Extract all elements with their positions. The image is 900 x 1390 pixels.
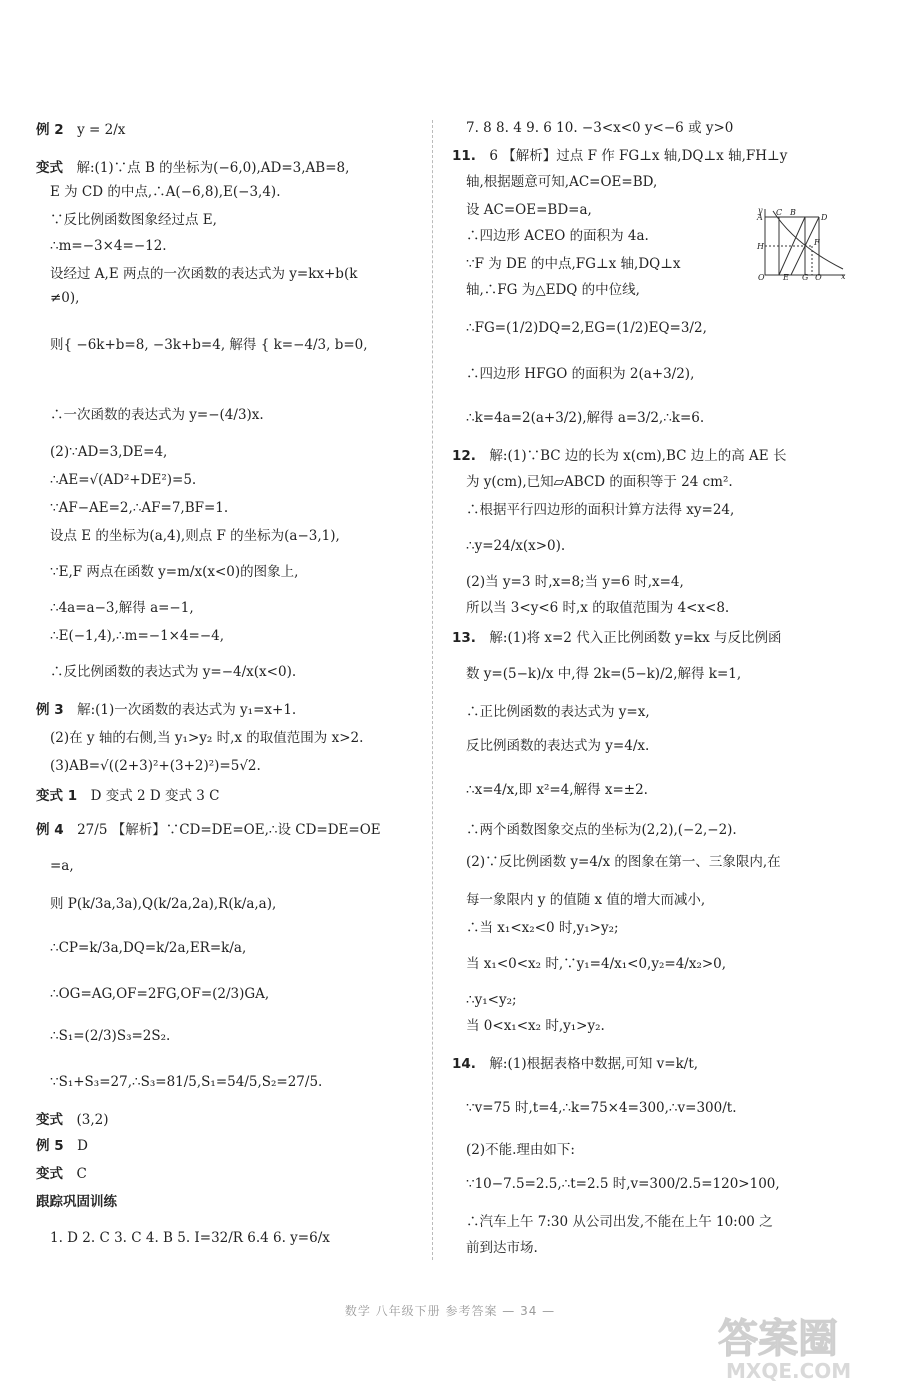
- answer-label: 变式: [36, 1112, 63, 1128]
- fig-label: E: [783, 273, 789, 280]
- answer-line: [50, 1229, 330, 1247]
- answer-text: (2)∵AD=3,DE=4,: [50, 444, 168, 460]
- answer-line: [50, 183, 281, 201]
- answer-text: ∴k=4a=2(a+3/2),解得 a=3/2,∴k=6.: [466, 410, 705, 426]
- answer-line: [50, 563, 298, 581]
- answer-text: ≠0),: [50, 290, 80, 306]
- fig-label: A: [757, 213, 763, 222]
- answer-label: 变式 1: [36, 788, 78, 804]
- problem-11-figure: [755, 205, 850, 280]
- answer-text: 设经过 A,E 两点的一次函数的表达式为 y=kx+b(k: [50, 266, 358, 282]
- answer-line: [50, 729, 363, 747]
- answer-text: ∴m=−3×4=−12.: [50, 238, 167, 254]
- answer-line: [466, 599, 729, 617]
- answer-text: 为 y(cm),已知▱ABCD 的面积等于 24 cm².: [466, 474, 733, 490]
- answer-line: [466, 319, 707, 337]
- answer-text: 反比例函数的表达式为 y=4/x.: [466, 738, 650, 754]
- answer-line: [466, 991, 517, 1009]
- answer-line: [466, 201, 592, 219]
- answer-text: E 为 CD 的中点,∴A(−6,8),E(−3,4).: [50, 184, 281, 200]
- answer-line: [50, 939, 246, 957]
- answer-text: y = 2/x: [77, 122, 126, 138]
- answer-line: [50, 471, 196, 489]
- answer-line: [50, 443, 167, 461]
- answer-line: [50, 211, 217, 229]
- answer-text: (3)AB=√((2+3)²+(3+2)²)=5√2.: [50, 758, 261, 774]
- answer-text: ∴四边形 HFGO 的面积为 2(a+3/2),: [466, 366, 695, 382]
- answer-text: (2)在 y 轴的右侧,当 y₁>y₂ 时,x 的取值范围为 x>2.: [50, 730, 364, 746]
- answer-line: [466, 1213, 773, 1231]
- answer-line: [466, 409, 704, 427]
- answer-text: ∴AE=√(AD²+DE²)=5.: [50, 472, 197, 488]
- answer-label: 例 2: [36, 122, 64, 138]
- answer-line: [466, 821, 737, 839]
- answer-text: 数 y=(5−k)/x 中,得 2k=(5−k)/2,解得 k=1,: [466, 666, 742, 682]
- fig-label: O: [758, 273, 765, 280]
- answer-line: [466, 919, 619, 937]
- answer-text: ∴FG=(1/2)DQ=2,EG=(1/2)EQ=3/2,: [466, 320, 707, 336]
- answer-text: ∴当 x₁<x₂<0 时,y₁>y₂;: [466, 920, 619, 936]
- answer-line: [466, 737, 649, 755]
- fig-label: H: [757, 242, 764, 251]
- answer-label: 例 5: [36, 1138, 64, 1154]
- fig-label: G: [802, 273, 809, 280]
- answer-line: [452, 147, 787, 165]
- fig-label: B: [790, 208, 796, 217]
- answer-line: [50, 857, 74, 875]
- fig-label: F: [814, 238, 820, 247]
- answer-text: 7. 8 8. 4 9. 6 10. −3<x<0 y<−6 或 y>0: [466, 120, 734, 136]
- answer-text: ∴汽车上午 7:30 从公司出发,不能在上午 10:00 之: [466, 1214, 773, 1230]
- fig-label: y: [758, 206, 763, 215]
- answer-line: [466, 173, 657, 191]
- answer-line: [50, 406, 264, 424]
- answer-line: [50, 1073, 322, 1091]
- answer-text: ∴y=24/x(x>0).: [466, 538, 566, 554]
- answer-line: [50, 627, 224, 645]
- answer-text: ∴4a=a−3,解得 a=−1,: [50, 600, 194, 616]
- answer-line: [466, 119, 733, 137]
- answer-line: [50, 499, 228, 517]
- answer-line: [50, 265, 357, 283]
- answer-text: ∴OG=AG,OF=2FG,OF=(2/3)GA,: [50, 986, 270, 1002]
- answer-text: 轴,根据题意可知,AC=OE=BD,: [466, 174, 658, 190]
- answer-text: ∴y₁<y₂;: [466, 992, 517, 1008]
- answer-text: 解:(1)∵BC 边的长为 x(cm),BC 边上的高 AE 长: [489, 448, 787, 464]
- answer-line: [36, 1165, 87, 1183]
- answer-line: [36, 1137, 88, 1155]
- fig-label: Q: [815, 273, 822, 280]
- answer-text: (2)∵反比例函数 y=4/x 的图象在第一、三象限内,在: [466, 854, 781, 870]
- answer-label: 11.: [452, 148, 476, 164]
- answer-line: [50, 289, 79, 307]
- answer-line: [452, 1055, 698, 1073]
- answer-line: [466, 1239, 538, 1257]
- answer-line: [466, 1175, 780, 1193]
- answer-text: 设点 E 的坐标为(a,4),则点 F 的坐标为(a−3,1),: [50, 528, 340, 544]
- answer-text: ∴反比例函数的表达式为 y=−4/x(x<0).: [50, 664, 297, 680]
- answer-text: ∴一次函数的表达式为 y=−(4/3)x.: [50, 407, 264, 423]
- answer-text: 前到达市场.: [466, 1240, 538, 1256]
- answer-text: ∵反比例函数图象经过点 E,: [50, 212, 217, 228]
- answer-text: D 变式 2 D 变式 3 C: [90, 788, 220, 804]
- answer-text: ∴CP=k/3a,DQ=k/2a,ER=k/a,: [50, 940, 247, 956]
- answer-line: [36, 701, 296, 719]
- answer-line: [50, 757, 261, 775]
- answer-line: [466, 891, 705, 909]
- watermark-big: 答案圈: [718, 1316, 838, 1362]
- answer-text: 解:(1)将 x=2 代入正比例函数 y=kx 与反比例函: [489, 630, 782, 646]
- answer-line: [50, 237, 167, 255]
- answer-line: [36, 1193, 131, 1211]
- answer-text: 每一象限内 y 的值随 x 值的增大而减小,: [466, 892, 706, 908]
- answer-line: [50, 1027, 170, 1045]
- answer-line: [36, 121, 125, 139]
- answer-text: ∵v=75 时,t=4,∴k=75×4=300,∴v=300/t.: [466, 1100, 737, 1116]
- answer-text: D: [77, 1138, 88, 1154]
- answer-text: ∴根据平行四边形的面积计算方法得 xy=24,: [466, 502, 735, 518]
- answer-line: [452, 629, 782, 647]
- answer-line: [36, 1111, 109, 1129]
- watermark-small: MXQE.COM: [726, 1359, 852, 1383]
- answer-line: [50, 527, 340, 545]
- watermark-logo: [712, 1308, 894, 1384]
- answer-text: 设 AC=OE=BD=a,: [466, 202, 592, 218]
- answer-line: [466, 1099, 737, 1117]
- answer-text: 当 x₁<0<x₂ 时,∵y₁=4/x₁<0,y₂=4/x₂>0,: [466, 956, 727, 972]
- answer-text: (2)不能.理由如下:: [466, 1142, 575, 1158]
- answer-text: 则{ −6k+b=8, −3k+b=4, 解得 { k=−4/3, b=0,: [50, 337, 368, 353]
- answer-line: [466, 537, 565, 555]
- answer-line: [466, 365, 694, 383]
- answer-text: ∴S₁=(2/3)S₃=2S₂.: [50, 1028, 171, 1044]
- answer-line: [466, 781, 648, 799]
- answer-label: 例 3: [36, 702, 64, 718]
- answer-text: ∴四边形 ACEO 的面积为 4a.: [466, 228, 649, 244]
- answer-label: 14.: [452, 1056, 476, 1072]
- answer-text: C: [76, 1166, 87, 1182]
- answer-label: 变式: [36, 1166, 63, 1182]
- answer-line: [36, 821, 381, 839]
- answer-line: [466, 473, 733, 491]
- answer-line: [50, 599, 194, 617]
- answer-text: 解:(1)根据表格中数据,可知 v=k/t,: [489, 1056, 699, 1072]
- answer-text: 所以当 3<y<6 时,x 的取值范围为 4<x<8.: [466, 600, 730, 616]
- answer-text: ∵S₁+S₃=27,∴S₃=81/5,S₁=54/5,S₂=27/5.: [50, 1074, 323, 1090]
- answer-text: ∵F 为 DE 的中点,FG⊥x 轴,DQ⊥x: [466, 256, 681, 272]
- answer-text: ∴E(−1,4),∴m=−1×4=−4,: [50, 628, 225, 644]
- answer-text: 解:(1)一次函数的表达式为 y₁=x+1.: [77, 702, 297, 718]
- answer-label: 12.: [452, 448, 476, 464]
- answer-line: [466, 501, 734, 519]
- answer-line: [50, 336, 368, 354]
- answer-text: 则 P(k/3a,3a),Q(k/2a,2a),R(k/a,a),: [50, 896, 277, 912]
- answer-line: [466, 1017, 605, 1035]
- answer-line: [466, 1141, 575, 1159]
- answer-text: 6 【解析】过点 F 作 FG⊥x 轴,DQ⊥x 轴,FH⊥y: [489, 148, 788, 164]
- answer-line: [466, 281, 640, 299]
- answer-text: 解:(1)∵点 B 的坐标为(−6,0),AD=3,AB=8,: [76, 160, 350, 176]
- answer-label: 变式: [36, 160, 63, 176]
- answer-line: [50, 663, 296, 681]
- answer-label: 跟踪巩固训练: [36, 1194, 117, 1210]
- answer-text: ∵10−7.5=2.5,∴t=2.5 时,v=300/2.5=120>100,: [466, 1176, 780, 1192]
- fig-label: C: [776, 208, 783, 217]
- fig-label: x: [841, 272, 846, 280]
- answer-text: 27/5 【解析】∵CD=DE=OE,∴设 CD=DE=OE: [77, 822, 381, 838]
- answer-label: 例 4: [36, 822, 64, 838]
- answer-text: ∵AF−AE=2,∴AF=7,BF=1.: [50, 500, 229, 516]
- answer-line: [466, 955, 726, 973]
- answer-line: [36, 787, 220, 805]
- answer-text: 1. D 2. C 3. C 4. B 5. I=32/R 6.4 6. y=6/x: [50, 1230, 330, 1246]
- answer-line: [50, 985, 269, 1003]
- answer-text: 当 0<x₁<x₂ 时,y₁>y₂.: [466, 1018, 605, 1034]
- page-footer: 数学 八年级下册 参考答案 — 34 —: [344, 1304, 556, 1318]
- answer-line: [466, 665, 741, 683]
- answer-line: [36, 159, 349, 177]
- answer-line: [50, 895, 276, 913]
- answer-text: =a,: [50, 858, 74, 874]
- answer-label: 13.: [452, 630, 476, 646]
- answer-text: ∵E,F 两点在函数 y=m/x(x<0)的图象上,: [50, 564, 299, 580]
- answer-line: [466, 853, 781, 871]
- answer-line: [452, 447, 786, 465]
- answer-text: ∴两个函数图象交点的坐标为(2,2),(−2,−2).: [466, 822, 737, 838]
- column-divider: [432, 120, 433, 1260]
- answer-text: 轴,∴FG 为△EDQ 的中位线,: [466, 282, 640, 298]
- fig-label: D: [821, 213, 828, 222]
- answer-line: [466, 227, 649, 245]
- answer-text: (3,2): [76, 1112, 109, 1128]
- answer-line: [466, 573, 684, 591]
- answer-line: [466, 703, 650, 721]
- answer-text: (2)当 y=3 时,x=8;当 y=6 时,x=4,: [466, 574, 684, 590]
- answer-text: ∴正比例函数的表达式为 y=x,: [466, 704, 650, 720]
- answer-line: [466, 255, 681, 273]
- answer-text: ∴x=4/x,即 x²=4,解得 x=±2.: [466, 782, 648, 798]
